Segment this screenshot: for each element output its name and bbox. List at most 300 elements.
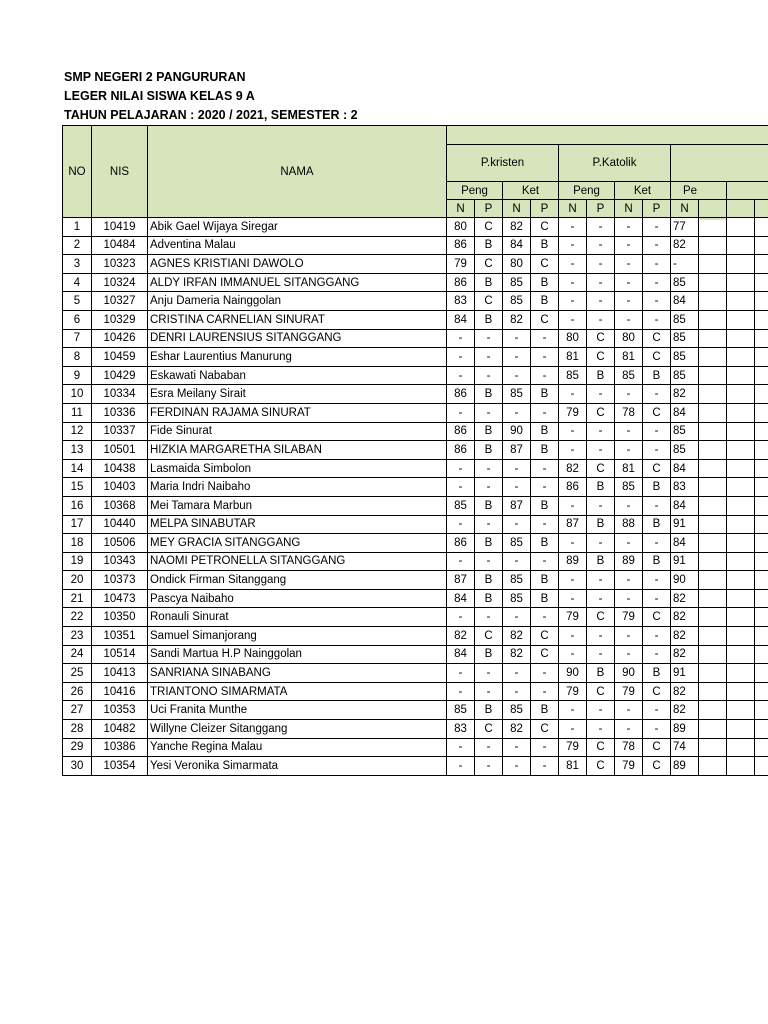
cell-grade: - (447, 366, 475, 385)
cell-grade: - (503, 757, 531, 776)
cell-grade: - (475, 403, 503, 422)
cell-nama: Eskawati Nababan (148, 366, 447, 385)
cell-no: 19 (63, 552, 92, 571)
cell-grade: - (587, 218, 615, 237)
cell-grade: - (643, 496, 671, 515)
cell-grade: C (643, 757, 671, 776)
cell-nis: 10501 (92, 441, 148, 460)
cell-blank (727, 441, 755, 460)
cell-blank (755, 515, 768, 534)
cell-nama: Abik Gael Wijaya Siregar (148, 218, 447, 237)
cell-grade: - (503, 682, 531, 701)
cell-grade: - (587, 441, 615, 460)
cell-nis: 10343 (92, 552, 148, 571)
cell-grade: - (615, 589, 643, 608)
cell-grade: C (643, 682, 671, 701)
cell-blank (727, 385, 755, 404)
cell-grade: - (671, 255, 699, 274)
cell-blank (755, 292, 768, 311)
cell-grade: - (643, 218, 671, 237)
cell-grade: - (587, 292, 615, 311)
cell-grade: - (559, 422, 587, 441)
cell-blank (699, 329, 727, 348)
cell-grade: - (587, 720, 615, 739)
cell-grade: 85 (671, 366, 699, 385)
table-row (63, 218, 768, 237)
cell-nama: Uci Franita Munthe (148, 701, 447, 720)
cell-no: 24 (63, 645, 92, 664)
cell-grade: C (643, 403, 671, 422)
cell-grade: - (643, 441, 671, 460)
cell-blank (699, 701, 727, 720)
cell-grade: - (531, 478, 559, 497)
cell-grade: 87 (559, 515, 587, 534)
cell-blank (755, 701, 768, 720)
cell-grade: C (643, 738, 671, 757)
cell-blank (727, 589, 755, 608)
cell-grade: 82 (503, 310, 531, 329)
cell-blank (755, 348, 768, 367)
cell-blank (727, 757, 755, 776)
cell-blank (699, 422, 727, 441)
cell-blank (699, 720, 727, 739)
table-row (63, 757, 768, 776)
header-p: P (643, 200, 671, 218)
cell-grade: B (531, 236, 559, 255)
cell-no: 28 (63, 720, 92, 739)
cell-grade: B (643, 478, 671, 497)
cell-blank (755, 496, 768, 515)
table-row (63, 515, 768, 534)
table-body (63, 218, 768, 776)
cell-grade: - (615, 571, 643, 590)
cell-grade: 86 (447, 534, 475, 553)
cell-grade: 90 (503, 422, 531, 441)
cell-grade: B (475, 496, 503, 515)
cell-nis: 10438 (92, 459, 148, 478)
cell-grade: - (503, 738, 531, 757)
cell-grade: - (503, 329, 531, 348)
cell-grade: 85 (615, 478, 643, 497)
cell-grade: C (643, 459, 671, 478)
cell-no: 26 (63, 682, 92, 701)
cell-nis: 10324 (92, 273, 148, 292)
cell-grade: 85 (671, 273, 699, 292)
cell-nis: 10329 (92, 310, 148, 329)
cell-grade: 84 (671, 459, 699, 478)
cell-nama: CRISTINA CARNELIAN SINURAT (148, 310, 447, 329)
table-row (63, 310, 768, 329)
cell-grade: 81 (615, 348, 643, 367)
header-blank (727, 200, 755, 218)
cell-blank (727, 738, 755, 757)
cell-blank (699, 552, 727, 571)
cell-grade: - (475, 329, 503, 348)
cell-grade: 81 (559, 348, 587, 367)
cell-nama: AGNES KRISTIANI DAWOLO (148, 255, 447, 274)
cell-no: 22 (63, 608, 92, 627)
table-row (63, 496, 768, 515)
cell-no: 23 (63, 627, 92, 646)
cell-grade: 89 (671, 720, 699, 739)
cell-grade: B (531, 273, 559, 292)
cell-grade: B (643, 664, 671, 683)
cell-grade: B (475, 589, 503, 608)
cell-grade: C (475, 218, 503, 237)
cell-grade: C (587, 329, 615, 348)
cell-grade: B (643, 552, 671, 571)
table-row (63, 348, 768, 367)
table-row (63, 255, 768, 274)
cell-grade: - (587, 645, 615, 664)
cell-nama: Maria Indri Naibaho (148, 478, 447, 497)
cell-no: 29 (63, 738, 92, 757)
cell-grade: 82 (671, 608, 699, 627)
cell-no: 27 (63, 701, 92, 720)
cell-grade: 86 (559, 478, 587, 497)
cell-grade: 84 (447, 310, 475, 329)
cell-nis: 10506 (92, 534, 148, 553)
cell-grade: 85 (503, 589, 531, 608)
cell-blank (699, 292, 727, 311)
cell-grade: - (587, 236, 615, 255)
cell-grade: 84 (671, 292, 699, 311)
cell-grade: - (447, 515, 475, 534)
cell-grade: - (447, 757, 475, 776)
cell-grade: - (587, 534, 615, 553)
cell-grade: 85 (503, 534, 531, 553)
cell-grade: - (531, 366, 559, 385)
cell-grade: 85 (447, 496, 475, 515)
cell-blank (755, 738, 768, 757)
cell-grade: 84 (503, 236, 531, 255)
cell-grade: - (475, 366, 503, 385)
cell-blank (755, 534, 768, 553)
cell-grade: 85 (671, 348, 699, 367)
cell-grade: - (503, 366, 531, 385)
header-p: P (587, 200, 615, 218)
cell-blank (755, 255, 768, 274)
cell-grade: 86 (447, 441, 475, 460)
cell-nama: DENRI LAURENSIUS SITANGGANG (148, 329, 447, 348)
header-blank (727, 182, 768, 200)
cell-grade: - (475, 478, 503, 497)
cell-no: 15 (63, 478, 92, 497)
cell-nis: 10416 (92, 682, 148, 701)
cell-grade: - (587, 571, 615, 590)
cell-grade: C (587, 403, 615, 422)
cell-grade: - (531, 348, 559, 367)
cell-grade: - (615, 385, 643, 404)
cell-grade: - (587, 701, 615, 720)
cell-blank (727, 218, 755, 237)
cell-grade: - (587, 627, 615, 646)
cell-grade: C (587, 757, 615, 776)
cell-blank (727, 664, 755, 683)
cell-grade: 82 (447, 627, 475, 646)
table-row (63, 385, 768, 404)
cell-no: 30 (63, 757, 92, 776)
cell-grade: 83 (447, 292, 475, 311)
cell-grade: B (475, 645, 503, 664)
cell-grade: - (447, 608, 475, 627)
cell-nama: Sandi Martua H.P Nainggolan (148, 645, 447, 664)
cell-grade: - (447, 329, 475, 348)
cell-grade: B (587, 515, 615, 534)
cell-blank (727, 310, 755, 329)
cell-grade: B (531, 441, 559, 460)
cell-grade: 89 (671, 757, 699, 776)
cell-blank (727, 627, 755, 646)
cell-grade: 91 (671, 664, 699, 683)
cell-no: 21 (63, 589, 92, 608)
cell-grade: 84 (671, 534, 699, 553)
cell-grade: - (503, 664, 531, 683)
cell-nis: 10514 (92, 645, 148, 664)
header-p: P (475, 200, 503, 218)
table-row (63, 720, 768, 739)
cell-grade: - (587, 273, 615, 292)
cell-grade: C (531, 627, 559, 646)
header-blank (755, 200, 768, 218)
cell-blank (727, 403, 755, 422)
cell-grade: B (587, 664, 615, 683)
cell-grade: 79 (615, 757, 643, 776)
cell-grade: - (559, 385, 587, 404)
cell-grade: - (643, 720, 671, 739)
cell-grade: - (503, 552, 531, 571)
cell-grade: B (475, 310, 503, 329)
cell-grade: - (475, 608, 503, 627)
cell-blank (755, 589, 768, 608)
cell-nama: TRIANTONO SIMARMATA (148, 682, 447, 701)
cell-grade: 83 (447, 720, 475, 739)
cell-grade: - (643, 385, 671, 404)
cell-grade: 74 (671, 738, 699, 757)
cell-no: 9 (63, 366, 92, 385)
cell-grade: C (475, 292, 503, 311)
cell-blank (727, 366, 755, 385)
cell-grade: 88 (615, 515, 643, 534)
cell-no: 7 (63, 329, 92, 348)
cell-no: 2 (63, 236, 92, 255)
academic-year-title: TAHUN PELAJARAN : 2020 / 2021, SEMESTER : 2 (64, 108, 358, 122)
cell-grade: 85 (447, 701, 475, 720)
cell-no: 14 (63, 459, 92, 478)
header-nis: NIS (92, 126, 148, 218)
cell-nis: 10386 (92, 738, 148, 757)
cell-nama: HIZKIA MARGARETHA SILABAN (148, 441, 447, 460)
cell-grade: - (615, 292, 643, 311)
cell-nis: 10327 (92, 292, 148, 311)
cell-blank (727, 422, 755, 441)
cell-grade: - (503, 608, 531, 627)
cell-nis: 10459 (92, 348, 148, 367)
cell-grade: 89 (559, 552, 587, 571)
cell-grade: 82 (503, 645, 531, 664)
cell-blank (699, 534, 727, 553)
cell-grade: 79 (559, 403, 587, 422)
cell-grade: 80 (559, 329, 587, 348)
cell-no: 18 (63, 534, 92, 553)
cell-nis: 10323 (92, 255, 148, 274)
table-row (63, 571, 768, 590)
cell-grade: - (643, 310, 671, 329)
cell-blank (699, 236, 727, 255)
cell-grade: 80 (447, 218, 475, 237)
cell-blank (727, 478, 755, 497)
cell-no: 5 (63, 292, 92, 311)
cell-blank (727, 292, 755, 311)
cell-blank (699, 589, 727, 608)
cell-no: 25 (63, 664, 92, 683)
cell-blank (727, 682, 755, 701)
cell-grade: 91 (671, 515, 699, 534)
cell-grade: 89 (615, 552, 643, 571)
cell-no: 3 (63, 255, 92, 274)
cell-grade: - (447, 403, 475, 422)
header-n: N (447, 200, 475, 218)
cell-nama: Samuel Simanjorang (148, 627, 447, 646)
cell-nama: NAOMI PETRONELLA SITANGGANG (148, 552, 447, 571)
cell-grade: C (643, 329, 671, 348)
cell-blank (755, 757, 768, 776)
cell-grade: 87 (503, 496, 531, 515)
cell-nis: 10351 (92, 627, 148, 646)
cell-grade: 82 (671, 627, 699, 646)
cell-grade: 80 (503, 255, 531, 274)
table-row (63, 292, 768, 311)
cell-grade: - (615, 218, 643, 237)
cell-blank (755, 627, 768, 646)
table-row (63, 664, 768, 683)
cell-nis: 10337 (92, 422, 148, 441)
leger-title: LEGER NILAI SISWA KELAS 9 A (64, 89, 255, 103)
cell-grade: 79 (559, 682, 587, 701)
cell-grade: - (559, 720, 587, 739)
cell-blank (699, 645, 727, 664)
cell-nis: 10482 (92, 720, 148, 739)
cell-grade: - (559, 292, 587, 311)
cell-nama: Yesi Veronika Simarmata (148, 757, 447, 776)
cell-grade: B (475, 701, 503, 720)
cell-grade: - (475, 552, 503, 571)
cell-nama: SANRIANA SINABANG (148, 664, 447, 683)
cell-grade: - (559, 627, 587, 646)
cell-grade: - (531, 459, 559, 478)
cell-blank (727, 552, 755, 571)
table-row (63, 589, 768, 608)
cell-blank (699, 273, 727, 292)
cell-blank (699, 310, 727, 329)
cell-nis: 10350 (92, 608, 148, 627)
cell-grade: C (587, 348, 615, 367)
cell-grade: - (643, 236, 671, 255)
cell-grade: B (531, 534, 559, 553)
cell-grade: 82 (559, 459, 587, 478)
header-p: P (531, 200, 559, 218)
cell-blank (755, 441, 768, 460)
table-row (63, 645, 768, 664)
cell-blank (699, 366, 727, 385)
cell-grade: 90 (615, 664, 643, 683)
cell-grade: - (643, 292, 671, 311)
cell-blank (755, 682, 768, 701)
cell-grade: - (503, 348, 531, 367)
cell-grade: 91 (671, 552, 699, 571)
cell-grade: 85 (671, 329, 699, 348)
cell-blank (755, 720, 768, 739)
header-peng: Peng (559, 182, 615, 200)
table-row (63, 534, 768, 553)
cell-grade: 82 (671, 385, 699, 404)
cell-grade: - (587, 422, 615, 441)
cell-nis: 10368 (92, 496, 148, 515)
cell-nis: 10440 (92, 515, 148, 534)
grade-sheet (62, 125, 768, 785)
cell-nis: 10353 (92, 701, 148, 720)
cell-blank (727, 273, 755, 292)
header-peng: Peng (447, 182, 503, 200)
cell-nama: Adventina Malau (148, 236, 447, 255)
cell-grade: B (531, 701, 559, 720)
cell-grade: 84 (447, 589, 475, 608)
cell-blank (755, 236, 768, 255)
header-subject-pkatolik: P.Katolik (559, 145, 671, 182)
table-row (63, 422, 768, 441)
cell-grade: - (643, 255, 671, 274)
cell-grade: 82 (671, 236, 699, 255)
cell-blank (699, 571, 727, 590)
cell-grade: 90 (559, 664, 587, 683)
cell-grade: 85 (503, 385, 531, 404)
cell-grade: B (587, 366, 615, 385)
cell-grade: - (475, 757, 503, 776)
grade-table (62, 125, 768, 776)
cell-nis: 10473 (92, 589, 148, 608)
cell-nis: 10429 (92, 366, 148, 385)
cell-grade: - (447, 682, 475, 701)
cell-grade: 87 (447, 571, 475, 590)
cell-grade: 84 (671, 496, 699, 515)
cell-grade: - (503, 478, 531, 497)
cell-grade: 82 (503, 218, 531, 237)
cell-nama: MEY GRACIA SITANGGANG (148, 534, 447, 553)
cell-grade: B (531, 422, 559, 441)
table-row (63, 366, 768, 385)
cell-blank (727, 701, 755, 720)
cell-nama: Mei Tamara Marbun (148, 496, 447, 515)
cell-blank (755, 385, 768, 404)
cell-blank (699, 608, 727, 627)
cell-grade: - (447, 552, 475, 571)
cell-grade: B (643, 515, 671, 534)
cell-grade: C (531, 218, 559, 237)
cell-grade: - (475, 664, 503, 683)
cell-grade: - (643, 645, 671, 664)
cell-blank (699, 255, 727, 274)
table-row (63, 403, 768, 422)
cell-grade: - (447, 459, 475, 478)
table-row (63, 627, 768, 646)
cell-grade: 86 (447, 385, 475, 404)
header-n: N (559, 200, 587, 218)
cell-nama: Yanche Regina Malau (148, 738, 447, 757)
header-nama: NAMA (148, 126, 447, 218)
cell-no: 6 (63, 310, 92, 329)
cell-blank (699, 515, 727, 534)
cell-blank (727, 720, 755, 739)
